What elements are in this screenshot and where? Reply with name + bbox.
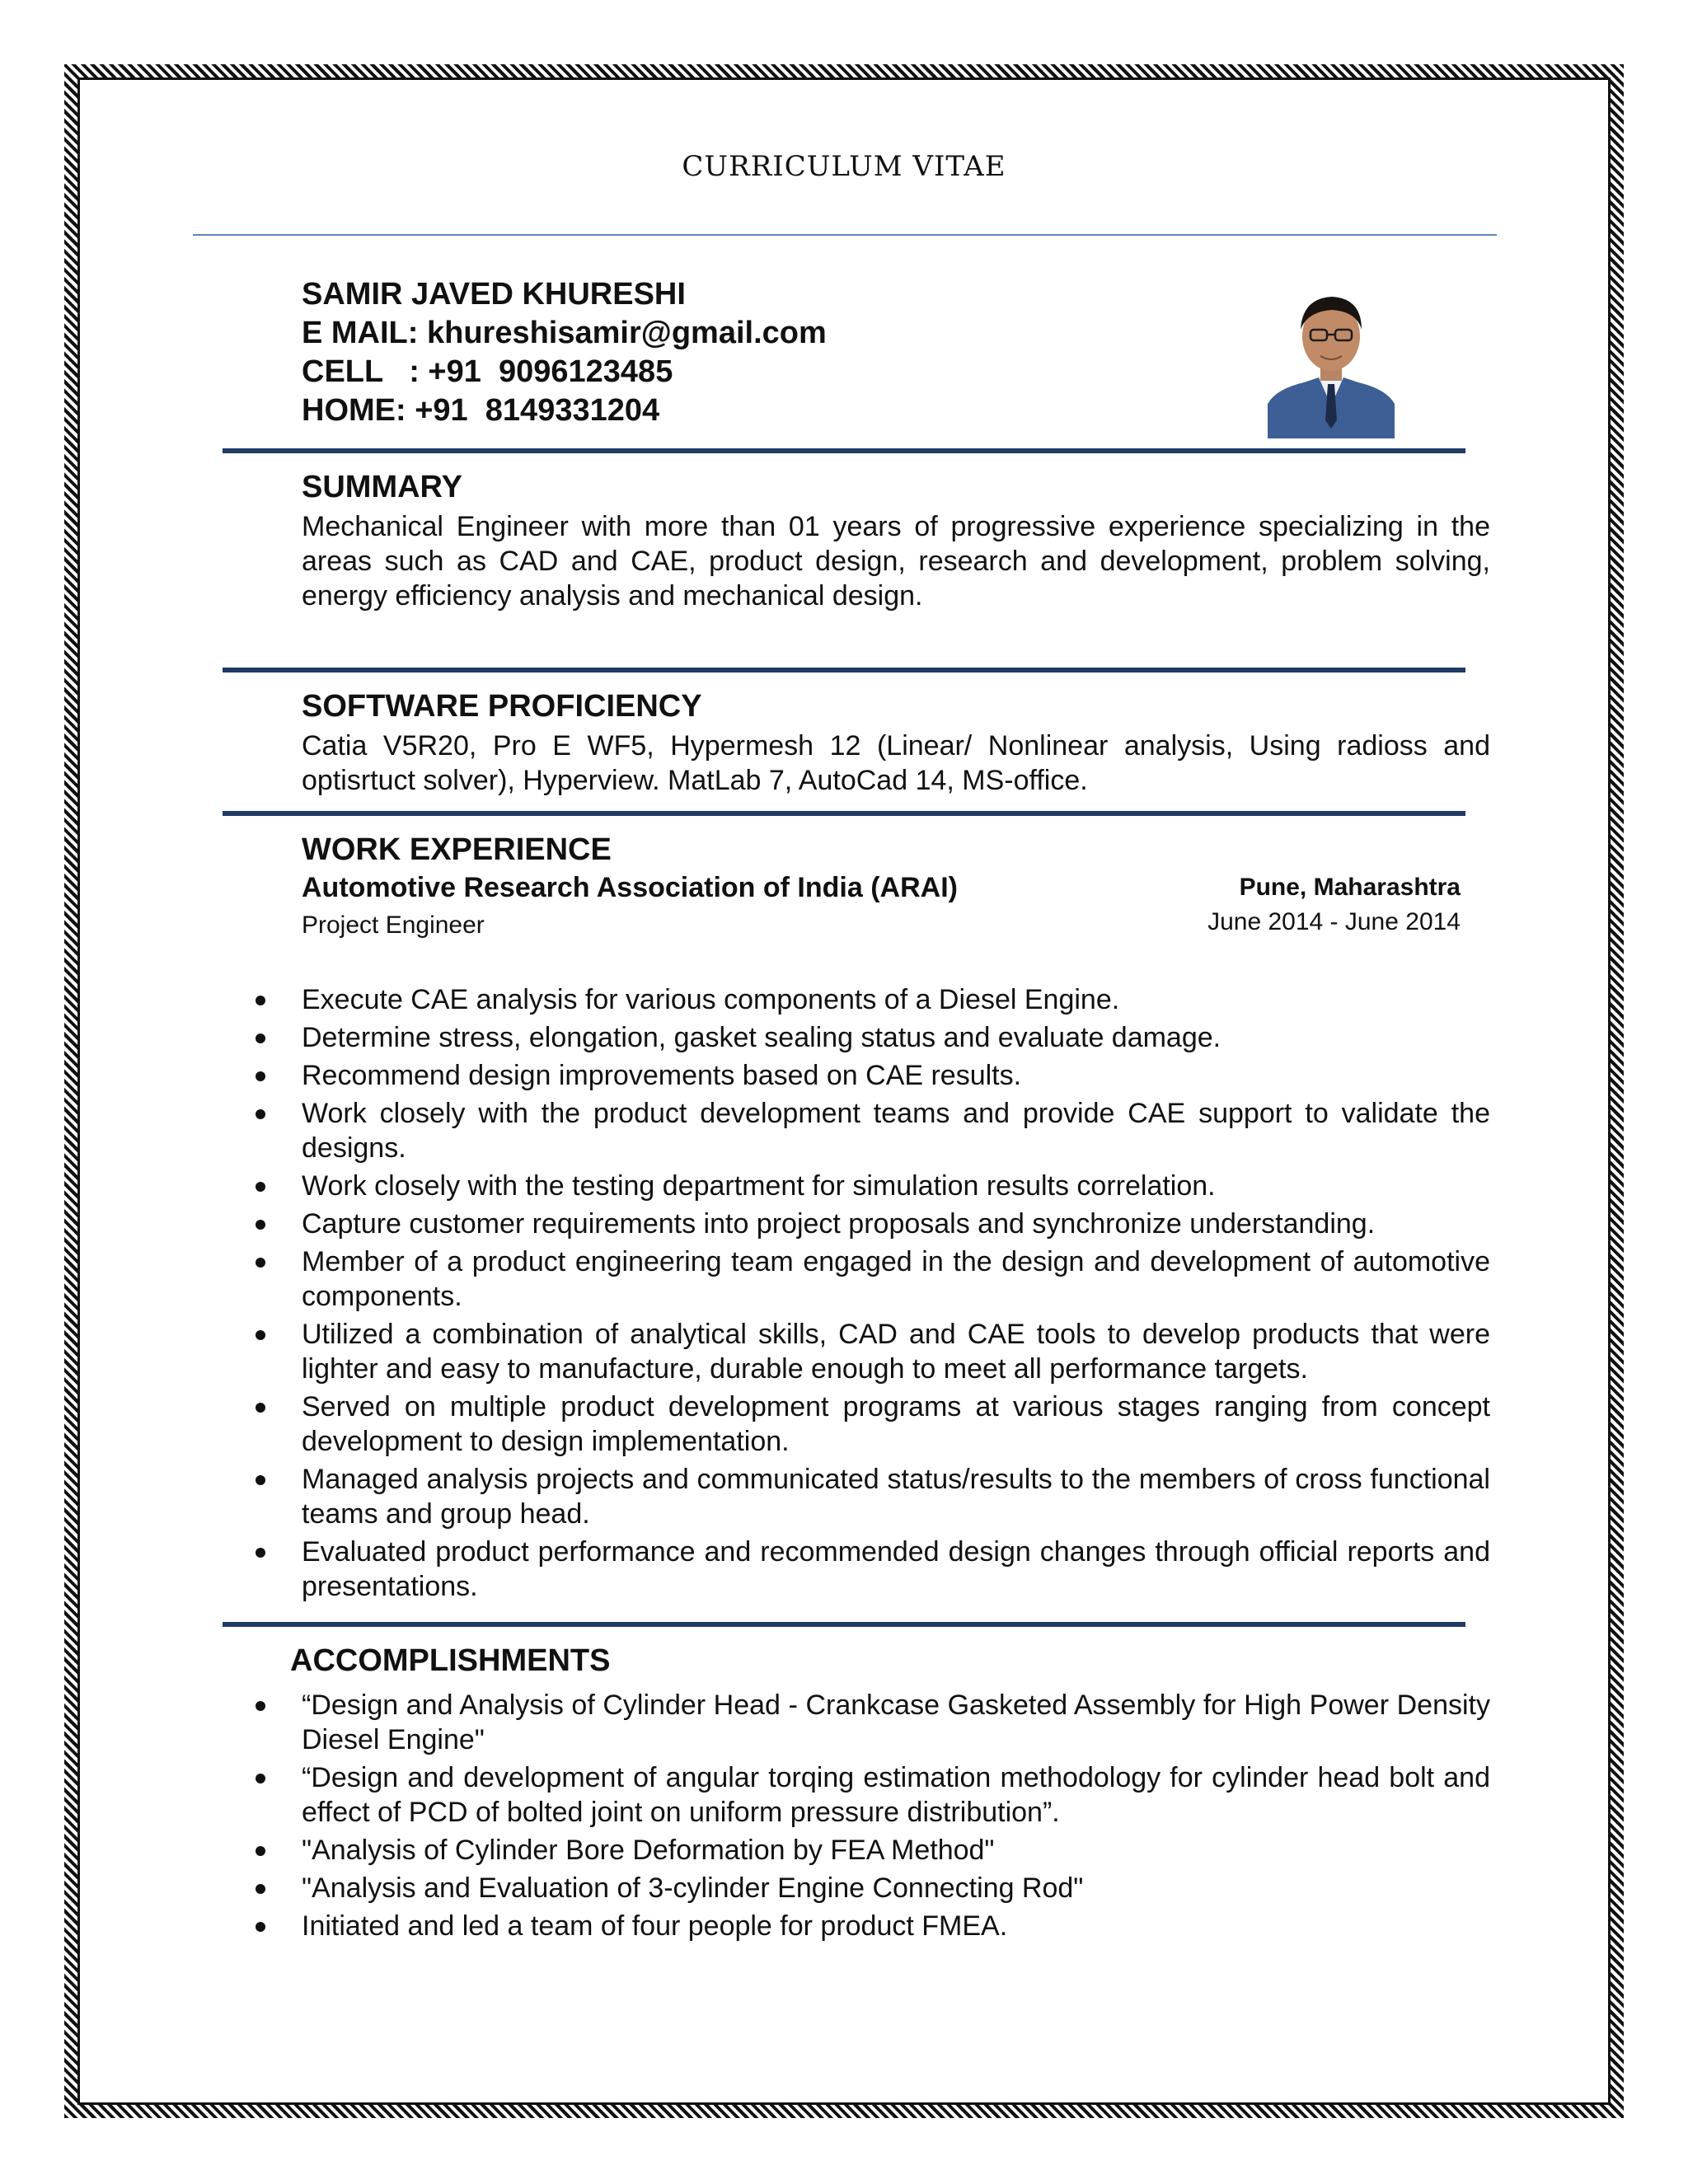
list-item <box>252 1688 1490 1757</box>
bullet-icon <box>256 1403 265 1413</box>
document-title: CURRICULUM VITAE <box>682 150 1006 183</box>
bullet-icon <box>256 1033 265 1043</box>
list-item <box>252 1207 1490 1241</box>
bullet-icon <box>256 1109 265 1119</box>
list-item-text: Utilized a combination of analytical skills, CAD and CAE tools to develop products that were lighter and easy to manufacture, durable enough to meet all performance targets. <box>302 1319 1490 1385</box>
list-item-text: Recommend design improvements based on CAE results. <box>302 1060 1022 1091</box>
cell-line: CELL : +91 9096123485 <box>302 354 673 389</box>
summary-text: Mechanical Engineer with more than 01 years of progressive experience specializing in the areas such as CAD and CAE, product design, research and development, problem solving, energy efficiency analysis and mechanical design. <box>302 511 1490 612</box>
list-item <box>252 1535 1490 1604</box>
software-heading: SOFTWARE PROFICIENCY <box>302 689 702 724</box>
bullet-icon <box>256 1182 265 1192</box>
profile-photo-illustration <box>1268 282 1395 438</box>
list-item-text: Work closely with the product development teams and provide CAE support to validate the designs. <box>302 1098 1490 1164</box>
bullet-icon <box>256 996 265 1005</box>
list-item <box>252 1760 1490 1830</box>
work-divider <box>223 1622 1465 1627</box>
work-heading: WORK EXPERIENCE <box>302 832 612 867</box>
list-item-text: Managed analysis projects and communicated status/results to the members of cross functional teams and group head. <box>302 1464 1490 1530</box>
accomplishments-list <box>252 1688 1490 1943</box>
list-item-text: Work closely with the testing department for simulation results correlation. <box>302 1170 1216 1202</box>
list-item <box>252 1096 1490 1165</box>
list-item <box>252 1020 1490 1055</box>
list-item-text: Member of a product engineering team engaged in the design and development of automotive components. <box>302 1246 1490 1312</box>
job-dates: June 2014 - June 2014 <box>1207 908 1461 935</box>
bullet-icon <box>256 1884 265 1894</box>
software-text: Catia V5R20, Pro E WF5, Hypermesh 12 (Linear/ Nonlinear analysis, Using radioss and optisrtuct solver), Hyperview. MatLab 7, AutoCad 14, MS-office. <box>302 730 1490 796</box>
software-divider <box>223 811 1465 816</box>
summary-heading: SUMMARY <box>302 470 462 504</box>
list-item-text: "Analysis and Evaluation of 3-cylinder Engine Connecting Rod" <box>302 1872 1084 1904</box>
list-item-text: Served on multiple product development programs at various stages ranging from concept development to design implementation. <box>302 1391 1490 1457</box>
candidate-name: SAMIR JAVED KHURESHI <box>302 277 686 312</box>
bullet-icon <box>256 1701 265 1711</box>
list-item-text: "Analysis of Cylinder Bore Deformation by FEA Method" <box>302 1835 995 1866</box>
list-item <box>252 1390 1490 1459</box>
list-item <box>252 1833 1490 1868</box>
profile-photo <box>1268 282 1395 438</box>
list-item <box>252 1058 1490 1093</box>
list-item-text: “Design and development of angular torqing estimation methodology for cylinder head bolt and effect of PCD of bolted joint on uniform pressure distribution”. <box>302 1762 1490 1828</box>
bullet-icon <box>256 1922 265 1932</box>
bullet-icon <box>256 1774 265 1783</box>
list-item-text: Execute CAE analysis for various components of a Diesel Engine. <box>302 984 1120 1015</box>
list-item <box>252 1909 1490 1943</box>
summary-divider <box>223 668 1465 673</box>
bullet-icon <box>256 1475 265 1485</box>
bullet-icon <box>256 1220 265 1230</box>
list-item <box>252 1871 1490 1905</box>
job-location: Pune, Maharashtra <box>1239 874 1461 901</box>
company-name: Automotive Research Association of India (ARAI) <box>302 872 958 903</box>
list-item-text: Capture customer requirements into project proposals and synchronize understanding. <box>302 1208 1376 1240</box>
bullet-icon <box>256 1846 265 1856</box>
work-duties-list <box>252 982 1490 1604</box>
bullet-icon <box>256 1330 265 1340</box>
list-item <box>252 1244 1490 1314</box>
contact-header <box>302 275 827 430</box>
bullet-icon <box>256 1071 265 1081</box>
bullet-icon <box>256 1258 265 1268</box>
accomplishments-heading: ACCOMPLISHMENTS <box>290 1643 611 1678</box>
bullet-icon <box>256 1548 265 1558</box>
list-item <box>252 1169 1490 1203</box>
list-item-text: Determine stress, elongation, gasket sealing status and evaluate damage. <box>302 1022 1221 1053</box>
list-item <box>252 1462 1490 1531</box>
home-phone-line: HOME: +91 8149331204 <box>302 393 660 428</box>
list-item <box>252 982 1490 1017</box>
list-item <box>252 1317 1490 1386</box>
header-divider <box>223 448 1465 453</box>
email-line: E MAIL: khureshisamir@gmail.com <box>302 316 827 350</box>
list-item-text: Evaluated product performance and recommended design changes through official reports and presentations. <box>302 1536 1490 1602</box>
list-item-text: “Design and Analysis of Cylinder Head - Crankcase Gasketed Assembly for High Power Density Diesel Engine" <box>302 1690 1490 1755</box>
list-item-text: Initiated and led a team of four people for product FMEA. <box>302 1910 1008 1942</box>
title-divider <box>193 234 1497 236</box>
job-title: Project Engineer <box>302 912 485 939</box>
